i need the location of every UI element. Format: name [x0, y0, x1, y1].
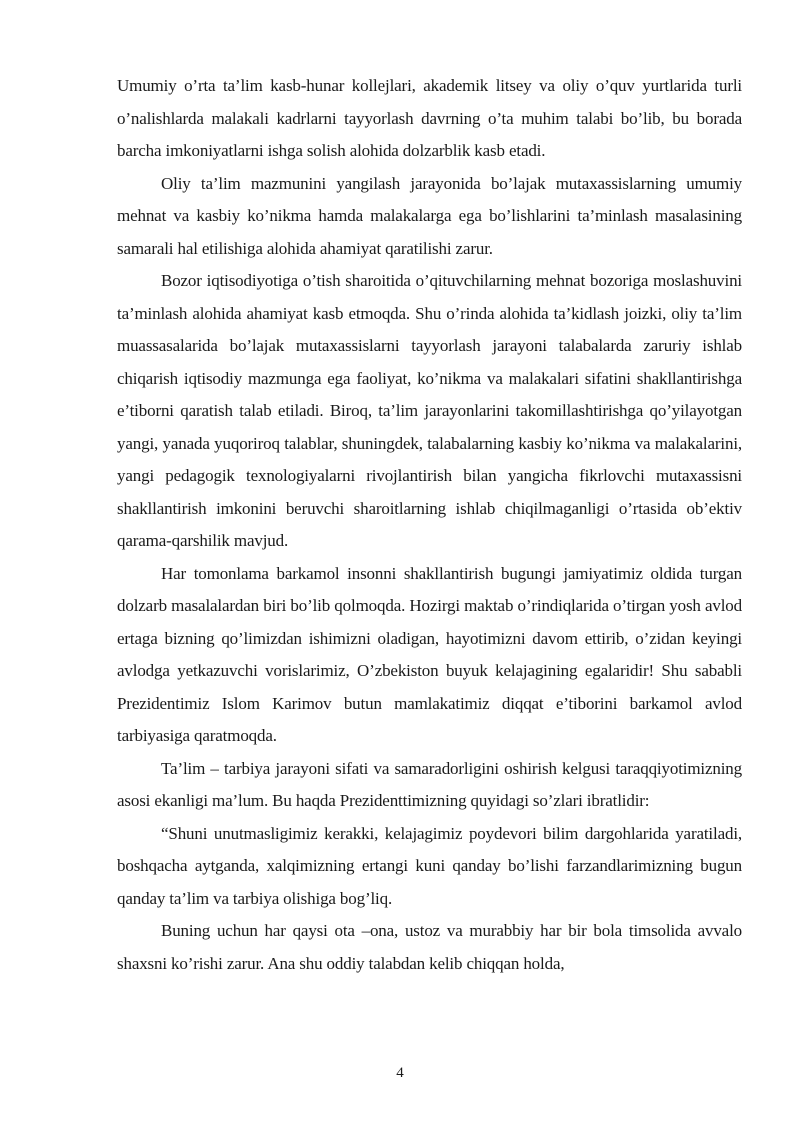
- paragraph: Buning uchun har qaysi ota –ona, ustoz va murabbiy har bir bola timsolida avvalo shaxsni ko’rishi zarur. Ana shu oddiy talabdan kelib chiqqan holda,: [117, 921, 742, 973]
- paragraph: Har tomonlama barkamol insonni shakllantirish bugungi jamiyatimiz oldida turgan dolzarb masalalardan biri bo’lib qolmoqda. Hozirgi maktab o’rindiqlarida o’tirgan yosh avlod ertaga bizning qo’limizdan ishimizni oladigan, hayotimizni davom ettirib, o’zidan keyingi avlodga yetkazuvchi vorislarimiz, O’zbekiston buyuk kelajagining egalaridir! Shu sababli Prezidentimiz Islom Karimov butun mamlakatimiz diqqat e’tiborini barkamol avlod tarbiyasiga qaratmoqda.: [117, 563, 742, 745]
- paragraph: Ta’lim – tarbiya jarayoni sifati va samaradorligini oshirish kelgusi taraqqiyotimizning asosi ekanligi ma’lum. Bu haqda Prezidenttimizning quyidagi so’zlari ibratlidir:: [117, 758, 742, 810]
- page-number: 4: [396, 1065, 404, 1081]
- paragraph: Oliy ta’lim mazmunini yangilash jarayonida bo’lajak mutaxassislarning umumiy mehnat va kasbiy ko’nikma hamda malakalarga ega bo’lishlarini ta’minlash masalasining samarali hal etilishiga alohida ahamiyat qaratilishi zarur.: [117, 173, 742, 258]
- quote-paragraph: “Shuni unutmasligimiz kerakki, kelajagimiz poydevori bilim dargohlarida yaratiladi, boshqacha aytganda, xalqimizning ertangi kuni qanday bo’lishi farzandlarimizning bugun qanday ta’lim va tarbiya olishiga bog’liq.: [117, 823, 742, 908]
- page-body: [117, 70, 742, 980]
- paragraph: Umumiy o’rta ta’lim kasb-hunar kollejlari, akademik litsey va oliy o’quv yurtlarida turli o’nalishlarda malakali kadrlarni tayyorlash davrning o’ta muhim talabi bo’lib, bu borada barcha imkoniyatlarni ishga solish alohida dolzarblik kasb etadi.: [117, 76, 742, 160]
- paragraph: Bozor iqtisodiyotiga o’tish sharoitida o’qituvchilarning mehnat bozoriga moslashuvini ta’minlash alohida ahamiyat kasb etmoqda. Shu o’rinda alohida ta’kidlash joizki, oliy ta’lim muassasalarida bo’lajak mutaxassislarni tayyorlash jarayoni talabalarda zaruriy ishlab chiqarish iqtisodiy mazmunga ega faoliyat, ko’nikma va malakalari sifatini shakllantirishga e’tiborni qaratish talab etiladi. Biroq, ta’lim jarayonlarini takomillashtirishga qo’yilayotgan yangi, yanada yuqoriroq talablar, shuningdek, talabalarning kasbiy ko’nikma va malakalarini, yangi pedagogik texnologiyalarni rivojlantirish bilan yangicha fikrlovchi mutaxassisni shakllantirish imkonini beruvchi sharoitlarning ishlab chiqilmaganligi o’rtasida ob’ektiv qarama-qarshilik mavjud.: [117, 271, 742, 550]
